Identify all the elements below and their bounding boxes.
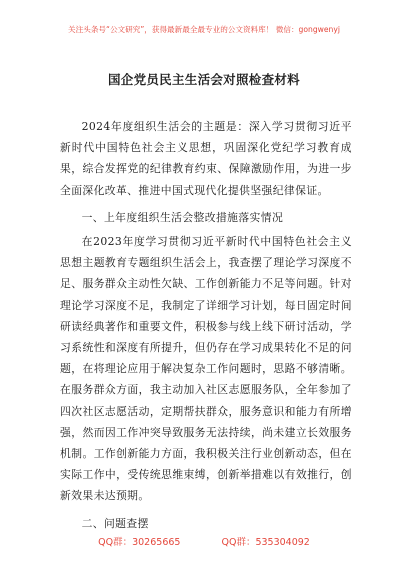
intro-paragraph: 2024年度组织生活会的主题是：深入学习贯彻习近平新时代中国特色社会主义思想，巩固深化党纪学习教育成果，综合发挥党的纪律教育约束、保障激励作用，为进一步全面深化改革、推进中国式现代化提供坚强纪律保证。 [60, 120, 352, 197]
qq-group-2: QQ群：535304092 [221, 537, 310, 548]
section-heading-1: 一、上年度组织生活会整改措施落实情况 [81, 210, 284, 224]
document-body [60, 116, 352, 537]
section-1-paragraph: 在2023年度学习贯彻习近平新时代中国特色社会主义思想主题教育专题组织生活会上，我查摆了理论学习深度不足、服务群众主动性欠缺、工作创新能力不足等问题。针对理论学习深度不足，我制定了详细学习计划，每日固定时间研读经典著作和重要文件，积极参与线上线下研讨活动，学习系统性和深度有所提升，但仍存在学习成果转化不足的问题，在将理论应用于解决复杂工作问题时，思路不够清晰。在服务群众方面，我主动加入社区志愿服务队，全年参加了四次社区志愿活动，定期帮扶群众，服务意识和能力有所增强，然而因工作冲突导致服务无法持续，尚未建立长效服务机制。工作创新能力方面，我积极关注行业创新动态，但在实际工作中，受传统思维束缚，创新举措难以有效推行，创新效果未达预期。 [60, 235, 352, 503]
footer-contact [0, 534, 408, 548]
qq-group-1: QQ群：30265665 [98, 537, 181, 548]
section-heading-2: 二、问题查摆 [81, 516, 149, 530]
header-notice: 关注头条号“公文研究”，获得最新最全最专业的公文资料库！ 微信：gongwenyj [68, 25, 340, 34]
document-title: 国企党员民主生活会对照检查材料 [107, 72, 300, 87]
